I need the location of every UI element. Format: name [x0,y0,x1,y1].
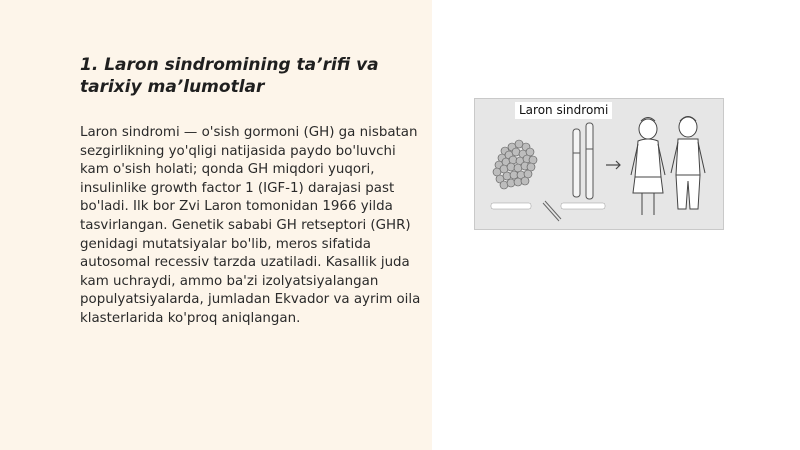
figure-title: Laron sindromi [515,102,612,119]
man-figure-icon [671,117,705,210]
chromosome-caption-box [561,203,605,209]
woman-figure-icon [631,118,665,216]
slide-title: 1. Laron sindromining ta’rifi va tarixiy ma’lumotlar [80,55,379,97]
protein-molecule-icon [493,140,537,189]
molecule-caption-box [491,203,531,209]
laron-syndrome-figure [474,98,724,230]
chromosome-icon [573,123,593,199]
arrow-right-icon [606,161,620,169]
pointer-arrow-icon [543,201,561,221]
slide-body-text: Laron sindromi — o'sish gormoni (GH) ga nisbatan sezgirlikning yo'qligi natijasida paydo bo'luvchi kam o'sish holati; qonda GH miqdori yuqori, insulinlike growth factor 1 (IGF-1) darajasi past bo'ladi. Ilk bor Zvi Laron tomonidan 1966 yilda tasvirlangan. Genetik sababi GH retseptori (GHR) genidagi mutatsiyalar bo'lib, meros sifatida autosomal recessiv tarzda uzatiladi. Kasallik juda kam uchraydi, ammo ba'zi izolyatsiyalangan populyatsiyalarda, jumladan Ekvador va ayrim oila klasterlarida ko'proq aniqlangan. [80,125,421,326]
